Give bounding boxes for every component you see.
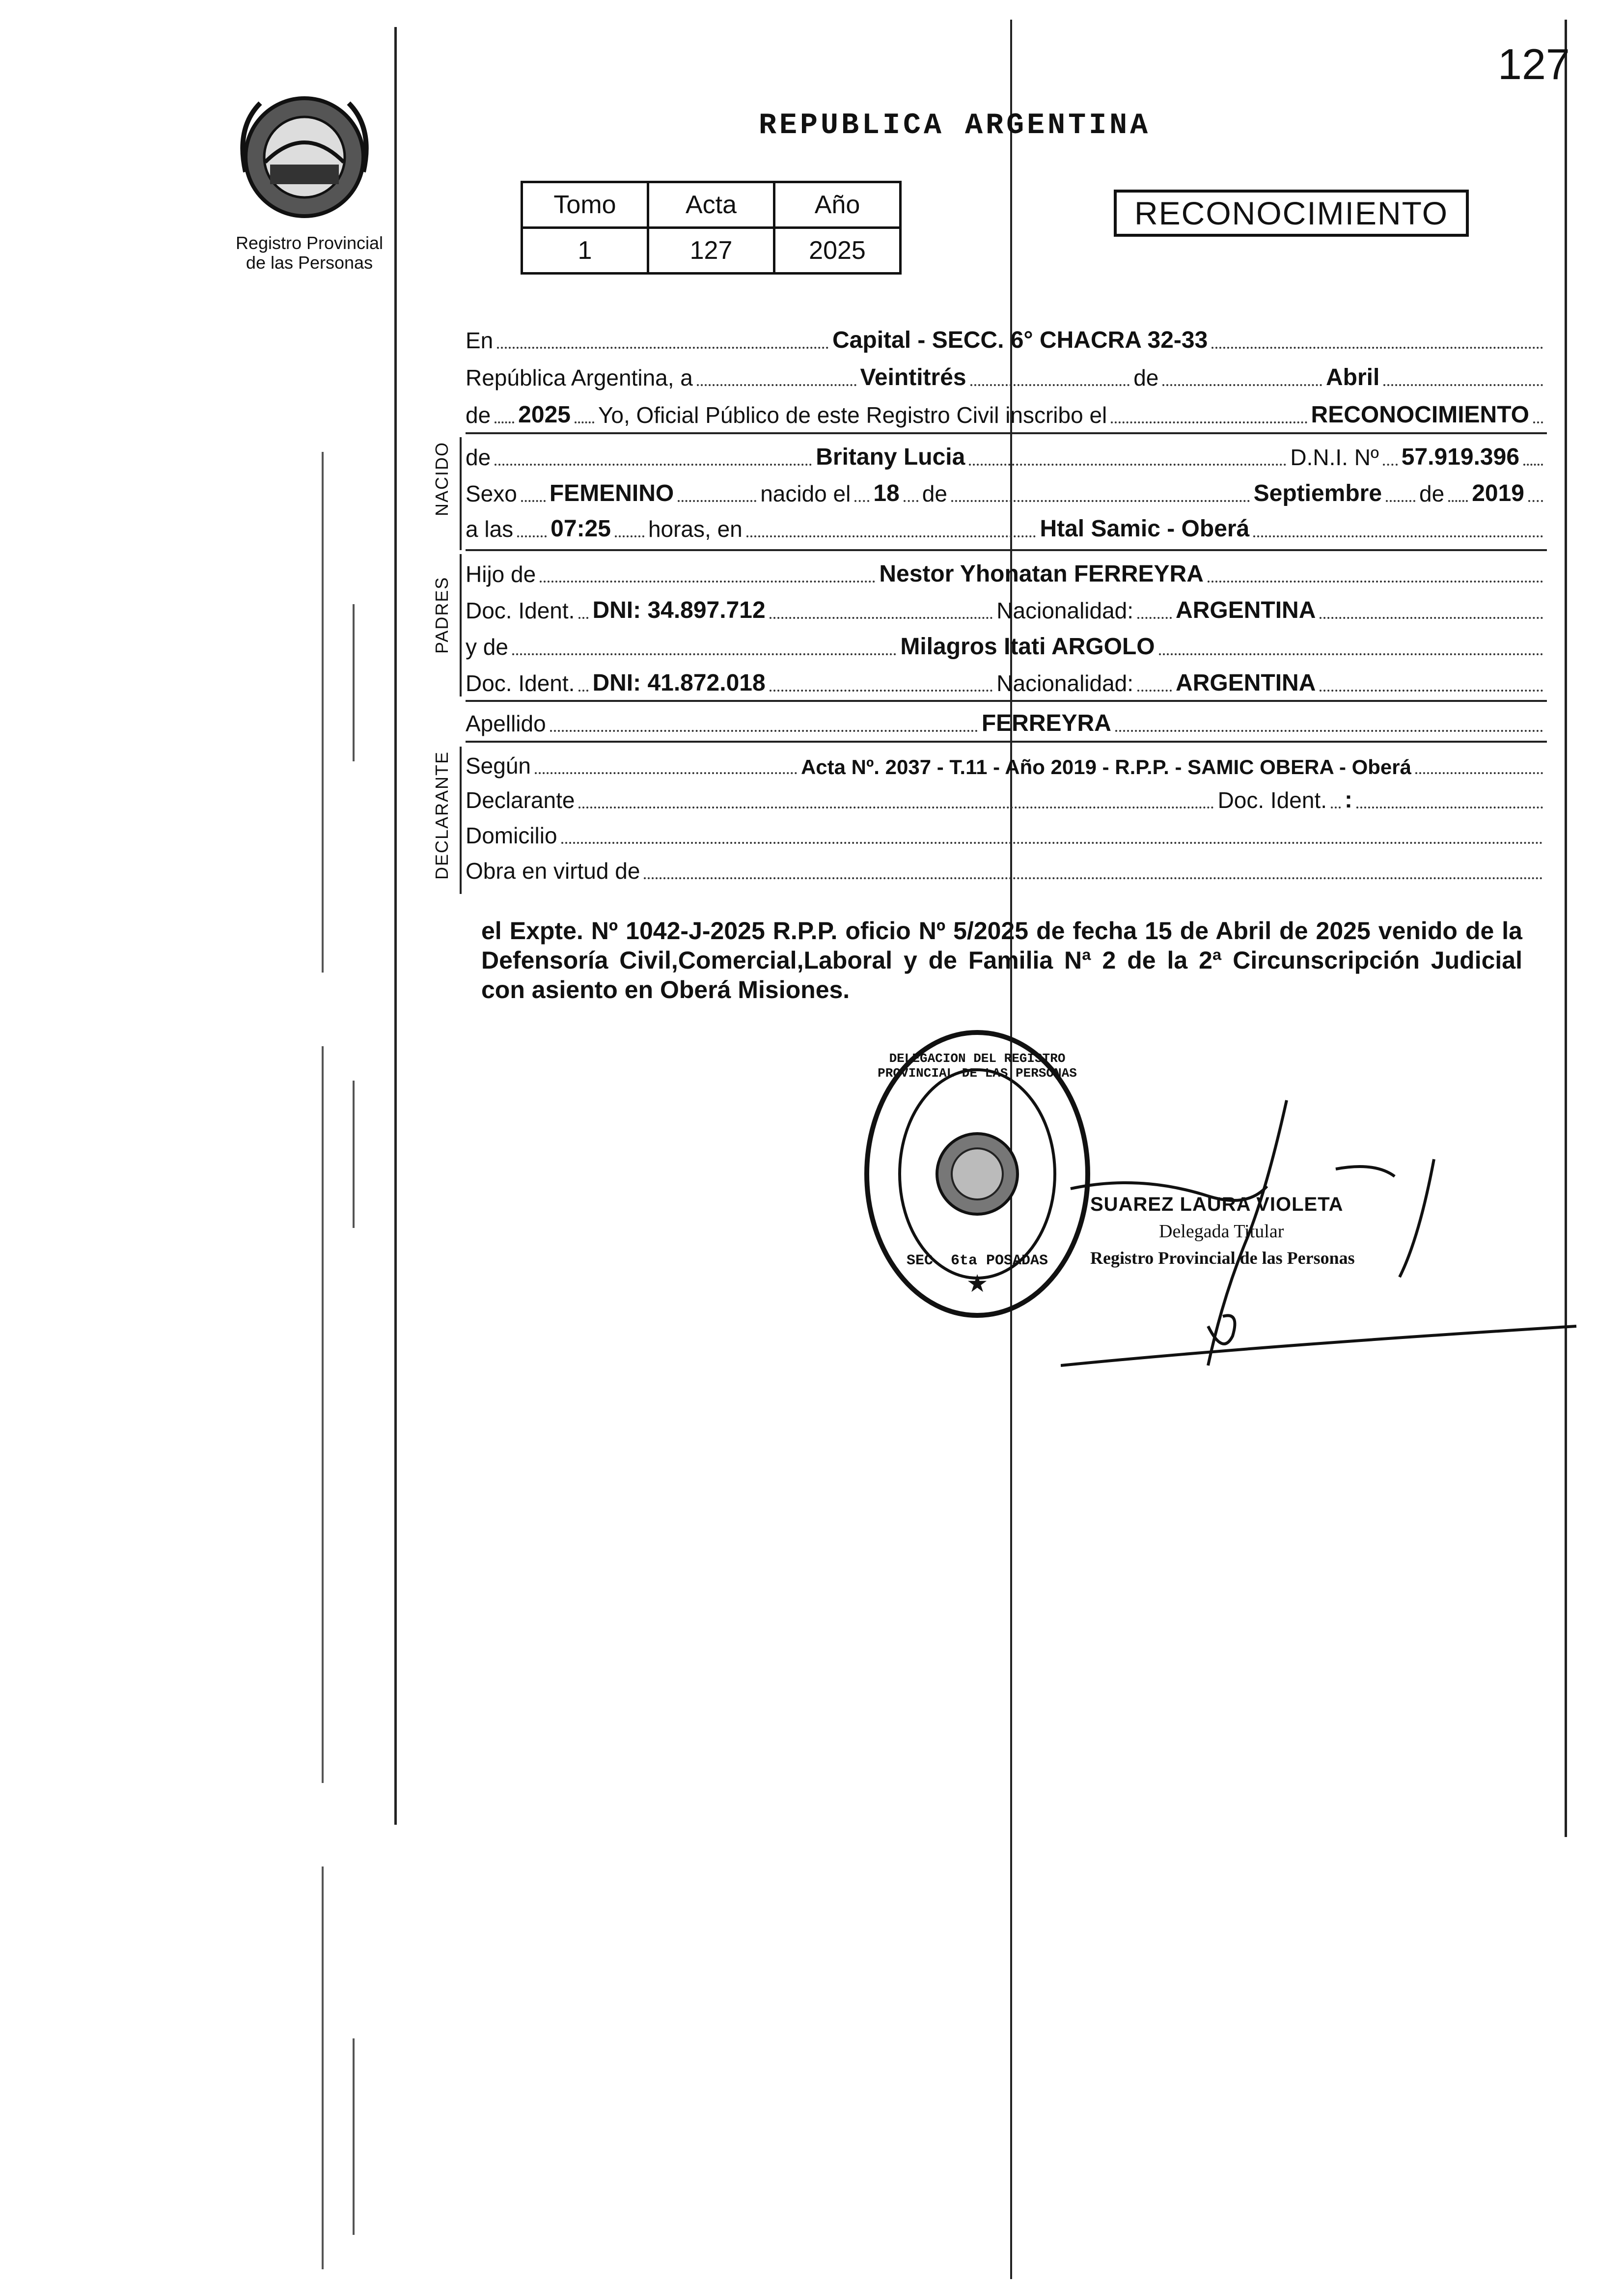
- signer-title: Delegada Titular: [1159, 1221, 1284, 1242]
- dotted-line: [578, 617, 588, 619]
- dotted-line: [521, 500, 546, 502]
- dotted-line: [561, 842, 1543, 844]
- row-apellido: [466, 703, 1547, 737]
- hora-value: 07:25: [551, 516, 611, 542]
- de-label: de: [1133, 365, 1159, 390]
- dotted-line: [644, 877, 1543, 879]
- row-anio: [466, 395, 1547, 428]
- row-nombre: [466, 437, 1547, 471]
- dotted-line: [512, 653, 896, 655]
- dotted-line: [1320, 690, 1543, 692]
- sexo-label: Sexo: [466, 481, 517, 506]
- dotted-line: [1208, 581, 1543, 583]
- scan-mark: [322, 452, 324, 973]
- row-hora: [466, 509, 1547, 542]
- dotted-line: [1137, 617, 1172, 619]
- dotted-line: [746, 535, 1036, 537]
- yde-label: y de: [466, 634, 508, 660]
- dotted-line: [678, 500, 756, 502]
- dotted-line: [1383, 384, 1543, 386]
- dotted-line: [1415, 772, 1543, 774]
- dotted-line: [1528, 500, 1543, 502]
- row-doc1: [466, 590, 1547, 624]
- declarante-label: Declarante: [466, 787, 575, 813]
- dotted-line: [1523, 464, 1543, 466]
- doc3-value: :: [1345, 787, 1352, 813]
- section-divider: [466, 432, 1547, 434]
- dotted-line: [495, 464, 812, 466]
- seal-inner-text: SEC. 6ta POSADAS: [906, 1253, 1048, 1269]
- dotted-line: [1356, 807, 1543, 808]
- dotted-line: [550, 730, 978, 732]
- dotted-line: [575, 421, 594, 423]
- observations-text: el Expte. Nº 1042-J-2025 R.P.P. oficio Nº 5/2025 de fecha 15 de Abril de 2025 venido de la Defensoría Civil,Comercial,Laboral y de Familia Nª 2 de la 2ª Circunscripción Judicial con asiento en Oberá Misiones.: [481, 917, 1522, 1003]
- nacido-label: nacido el: [760, 481, 851, 506]
- segun-value: Acta Nº. 2037 - T.11 - Año 2019 - R.P.P. - SAMIC OBERA - Oberá: [800, 755, 1411, 779]
- year-value: 2025: [518, 402, 571, 428]
- section-divider: [466, 700, 1547, 702]
- document-title: REPUBLICA ARGENTINA: [759, 109, 1151, 142]
- dotted-line: [1159, 653, 1543, 655]
- scan-mark: [353, 604, 355, 761]
- section-bracket: [460, 437, 462, 550]
- nacido-month: Septiembre: [1253, 480, 1382, 506]
- dotted-line: [1448, 500, 1468, 502]
- dotted-line: [495, 421, 514, 423]
- obra-label: Obra en virtud de: [466, 858, 640, 884]
- en-value: Capital - SECC. 6° CHACRA 32-33: [832, 327, 1208, 353]
- doc1-value: DNI: 34.897.712: [592, 597, 766, 623]
- nac1-value: ARGENTINA: [1176, 597, 1316, 623]
- province-logo: [231, 84, 378, 231]
- dotted-line: [1162, 384, 1322, 386]
- madre-value: Milagros Itati ARGOLO: [900, 634, 1155, 660]
- republica-label: República Argentina, a: [466, 365, 693, 390]
- nacido-de: de: [922, 481, 947, 506]
- dotted-line: [770, 617, 993, 619]
- register-ano-value: 2025: [774, 228, 901, 274]
- padre-value: Nestor Yhonatan FERREYRA: [879, 561, 1204, 587]
- dotted-line: [615, 535, 644, 537]
- dotted-line: [1383, 464, 1398, 466]
- doc1-label: Doc. Ident.: [466, 598, 575, 623]
- dotted-line: [1331, 807, 1341, 808]
- row-declarante: [466, 780, 1547, 813]
- dotted-line: [1115, 730, 1543, 732]
- sexo-value: FEMENINO: [549, 480, 674, 506]
- doc2-label: Doc. Ident.: [466, 670, 575, 696]
- dotted-line: [535, 772, 797, 774]
- dotted-line: [770, 690, 993, 692]
- svg-text:★: ★: [966, 1270, 989, 1297]
- logo-caption-line1: Registro Provincial: [235, 233, 384, 253]
- dotted-line: [969, 464, 1286, 466]
- doc2-value: DNI: 41.872.018: [592, 670, 766, 696]
- en-label: En: [466, 328, 494, 353]
- scan-mark: [322, 1866, 324, 2269]
- lugar-value: Htal Samic - Oberá: [1040, 516, 1250, 542]
- doc3-label: Doc. Ident.: [1217, 787, 1327, 813]
- yo-text: Yo, Oficial Público de este Registro Civil inscribo el: [598, 402, 1107, 428]
- dotted-line: [1253, 535, 1543, 537]
- right-margin-line: [1565, 20, 1567, 1837]
- scan-mark: [353, 2038, 355, 2235]
- dotted-line: [697, 384, 856, 386]
- nacido-year: 2019: [1472, 480, 1524, 506]
- row-sexo: [466, 474, 1547, 507]
- nacido-de2: de: [1419, 481, 1445, 506]
- nacido-day: 18: [873, 480, 900, 506]
- hijo-label: Hijo de: [466, 561, 536, 587]
- dotted-line: [970, 384, 1130, 386]
- alas-label: a las: [466, 516, 514, 542]
- dotted-line: [1111, 421, 1307, 423]
- row-en: [466, 320, 1547, 354]
- scan-mark: [353, 1081, 355, 1228]
- dotted-line: [578, 690, 588, 692]
- month-value: Abril: [1326, 364, 1380, 390]
- logo-caption-line2: de las Personas: [246, 252, 373, 273]
- dotted-line: [951, 500, 1250, 502]
- row-segun: [466, 746, 1547, 779]
- row-madre: [466, 627, 1547, 660]
- row-domicilio: [466, 815, 1547, 849]
- apellido-label: Apellido: [466, 711, 546, 736]
- register-header-tomo: Tomo: [522, 182, 648, 228]
- section-divider: [466, 549, 1547, 551]
- nombre-value: Britany Lucia: [816, 444, 965, 470]
- scan-mark: [322, 1046, 324, 1783]
- section-label-nacido: NACIDO: [432, 441, 452, 516]
- dotted-line: [1533, 421, 1543, 423]
- inscribo-value: RECONOCIMIENTO: [1311, 402, 1529, 428]
- nombre-label: de: [466, 445, 491, 470]
- left-margin-line: [394, 27, 397, 1825]
- nac1-label: Nacionalidad:: [996, 598, 1134, 623]
- section-label-declarante: DECLARANTE: [432, 751, 452, 880]
- dotted-line: [854, 500, 869, 502]
- year-prefix: de: [466, 402, 491, 428]
- segun-label: Según: [466, 753, 531, 779]
- dotted-line: [540, 581, 875, 583]
- dni-label: D.N.I. Nº: [1290, 445, 1379, 470]
- domicilio-label: Domicilio: [466, 823, 557, 848]
- page-number: 127: [1498, 40, 1570, 88]
- row-obra: [466, 851, 1547, 884]
- register-header-acta: Acta: [648, 182, 774, 228]
- row-fecha: [466, 358, 1547, 391]
- nac2-value: ARGENTINA: [1176, 670, 1316, 696]
- document-type-box: RECONOCIMIENTO: [1114, 190, 1469, 237]
- logo-caption: [231, 233, 388, 273]
- register-acta-value: 127: [648, 228, 774, 274]
- signer-office: Registro Provincial de las Personas: [1090, 1248, 1355, 1268]
- day-value: Veintitrés: [860, 364, 966, 390]
- register-table: [521, 181, 902, 275]
- dotted-line: [517, 535, 547, 537]
- register-header-ano: Año: [774, 182, 901, 228]
- signer-name: SUAREZ LAURA VIOLETA: [1090, 1194, 1344, 1215]
- dotted-line: [1320, 617, 1543, 619]
- register-tomo-value: 1: [522, 228, 648, 274]
- apellido-value: FERREYRA: [981, 710, 1111, 736]
- dotted-line: [1137, 690, 1172, 692]
- register-header-row: [522, 182, 901, 228]
- dotted-line: [1386, 500, 1415, 502]
- dotted-line: [904, 500, 918, 502]
- section-bracket: [460, 747, 462, 894]
- row-padre: [466, 554, 1547, 587]
- register-value-row: [522, 228, 901, 274]
- row-doc2: [466, 663, 1547, 696]
- horas-label: horas, en: [648, 516, 743, 542]
- dotted-line: [497, 347, 828, 349]
- nac2-label: Nacionalidad:: [996, 670, 1134, 696]
- dotted-line: [1211, 347, 1543, 349]
- dotted-line: [578, 807, 1213, 808]
- section-bracket: [460, 554, 462, 696]
- section-divider: [466, 741, 1547, 743]
- section-label-padres: PADRES: [432, 576, 452, 654]
- seal-ring-text: DELEGACION DEL REGISTRO PROVINCIAL DE LAS PERSONAS: [878, 1051, 1077, 1081]
- dni-value: 57.919.396: [1401, 444, 1520, 470]
